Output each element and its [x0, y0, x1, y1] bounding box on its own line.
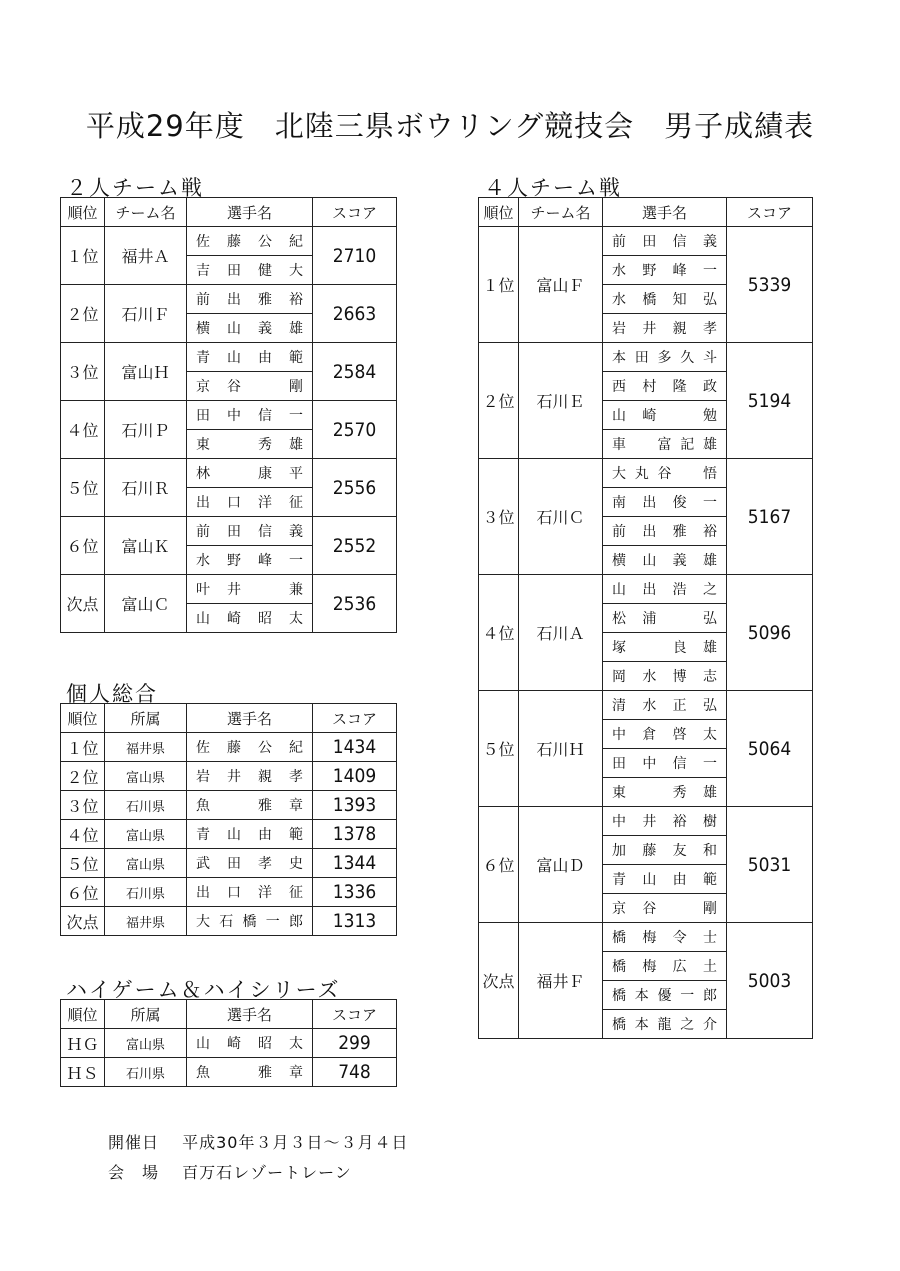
rank-cell: ５位: [479, 691, 519, 807]
team2-table: [60, 197, 397, 633]
team-cell: 富山Ｋ: [105, 517, 187, 575]
highgame-heading: ハイゲーム＆ハイシリーズ: [66, 978, 341, 1002]
table-row: [61, 575, 397, 604]
player-name: 魚 雅章: [187, 791, 313, 820]
rank-cell: １位: [61, 733, 105, 762]
player-name: 東 秀雄: [187, 430, 313, 459]
score-cell: 1336: [313, 878, 397, 907]
player-name: 清水正弘: [603, 691, 727, 720]
score-cell: 1393: [313, 791, 397, 820]
player-name: 中倉啓太: [603, 720, 727, 749]
column-header: 所属: [105, 1000, 187, 1029]
rank-cell: ４位: [61, 401, 105, 459]
score-cell: 2570: [313, 401, 397, 459]
table-row: [479, 459, 813, 488]
table-row: [479, 923, 813, 952]
rank-cell: １位: [479, 227, 519, 343]
score-cell: 1409: [313, 762, 397, 791]
player-name: 青山由範: [187, 820, 313, 849]
table-row: [61, 762, 397, 791]
player-name: 塚 良雄: [603, 633, 727, 662]
rank-cell: ２位: [61, 762, 105, 791]
team-cell: 石川Ｅ: [519, 343, 603, 459]
player-name: 岩井親孝: [187, 762, 313, 791]
score-cell: 1313: [313, 907, 397, 936]
player-name: 山出浩之: [603, 575, 727, 604]
rank-cell: 次点: [61, 575, 105, 633]
player-name: 水橋知弘: [603, 285, 727, 314]
player-name: 本田多久斗: [603, 343, 727, 372]
table-row: [61, 733, 397, 762]
column-header: スコア: [313, 198, 397, 227]
table-row: [61, 849, 397, 878]
table-row: [61, 1029, 397, 1058]
player-name: 武田孝史: [187, 849, 313, 878]
player-name: 水野峰一: [187, 546, 313, 575]
table-row: [479, 575, 813, 604]
individual-header-row: [61, 704, 397, 733]
prefecture-cell: 石川県: [105, 878, 187, 907]
score-cell: 1344: [313, 849, 397, 878]
score-cell: 2556: [313, 459, 397, 517]
individual-table: [60, 703, 397, 936]
rank-cell: 次点: [61, 907, 105, 936]
venue-label: 会 場: [108, 1163, 160, 1182]
score-cell: 2584: [313, 343, 397, 401]
player-name: 田中信一: [187, 401, 313, 430]
table-row: [479, 343, 813, 372]
score-cell: 1434: [313, 733, 397, 762]
player-name: 岩井親孝: [603, 314, 727, 343]
rank-cell: ６位: [61, 517, 105, 575]
rank-cell: ４位: [479, 575, 519, 691]
team-cell: 石川Ｆ: [105, 285, 187, 343]
team2-heading: ２人チーム戦: [66, 176, 204, 200]
event-date: [108, 1130, 408, 1153]
player-name: 中井裕樹: [603, 807, 727, 836]
player-name: 大石橋一郎: [187, 907, 313, 936]
event-venue: [108, 1160, 352, 1183]
table-row: [479, 807, 813, 836]
highgame-header-row: [61, 1000, 397, 1029]
venue-value: 百万石レゾートレーン: [182, 1163, 352, 1182]
score-cell: 2552: [313, 517, 397, 575]
rank-cell: ＨＳ: [61, 1058, 105, 1087]
rank-cell: ５位: [61, 459, 105, 517]
score-cell: 748: [313, 1058, 397, 1087]
prefecture-cell: 富山県: [105, 1029, 187, 1058]
table-row: [61, 907, 397, 936]
column-header: 選手名: [187, 198, 313, 227]
prefecture-cell: 富山県: [105, 849, 187, 878]
prefecture-cell: 石川県: [105, 791, 187, 820]
column-header: 順位: [61, 1000, 105, 1029]
player-name: 前出雅裕: [603, 517, 727, 546]
player-name: 林 康平: [187, 459, 313, 488]
highgame-table: [60, 999, 397, 1087]
team-cell: 福井Ａ: [105, 227, 187, 285]
player-name: 車 富記雄: [603, 430, 727, 459]
rank-cell: ４位: [61, 820, 105, 849]
score-cell: 5031: [727, 807, 813, 923]
team4-header-row: [479, 198, 813, 227]
score-cell: 5064: [727, 691, 813, 807]
column-header: 順位: [479, 198, 519, 227]
player-name: 岡水博志: [603, 662, 727, 691]
player-name: 前田信義: [187, 517, 313, 546]
team-cell: 富山Ｄ: [519, 807, 603, 923]
table-row: [61, 285, 397, 314]
rank-cell: １位: [61, 227, 105, 285]
player-name: 橋本優一郎: [603, 981, 727, 1010]
player-name: 山崎 勉: [603, 401, 727, 430]
page-title: 平成29年度 北陸三県ボウリング競技会 男子成績表: [85, 109, 815, 143]
team-cell: 富山Ｈ: [105, 343, 187, 401]
column-header: スコア: [313, 1000, 397, 1029]
player-name: 水野峰一: [603, 256, 727, 285]
player-name: 橋梅広土: [603, 952, 727, 981]
prefecture-cell: 富山県: [105, 820, 187, 849]
score-cell: 5096: [727, 575, 813, 691]
score-cell: 5194: [727, 343, 813, 459]
column-header: スコア: [313, 704, 397, 733]
team-cell: 石川Ｒ: [105, 459, 187, 517]
rank-cell: ３位: [61, 791, 105, 820]
player-name: 佐藤公紀: [187, 227, 313, 256]
column-header: 順位: [61, 198, 105, 227]
player-name: 出口洋征: [187, 488, 313, 517]
table-row: [61, 1058, 397, 1087]
player-name: 京谷 剛: [603, 894, 727, 923]
rank-cell: ５位: [61, 849, 105, 878]
table-row: [61, 343, 397, 372]
score-cell: 1378: [313, 820, 397, 849]
team-cell: 石川Ｃ: [519, 459, 603, 575]
prefecture-cell: 福井県: [105, 733, 187, 762]
column-header: チーム名: [519, 198, 603, 227]
column-header: チーム名: [105, 198, 187, 227]
player-name: 南出俊一: [603, 488, 727, 517]
player-name: 橋本龍之介: [603, 1010, 727, 1039]
team-cell: 富山Ｆ: [519, 227, 603, 343]
player-name: 松浦 弘: [603, 604, 727, 633]
column-header: 選手名: [187, 1000, 313, 1029]
player-name: 魚 雅章: [187, 1058, 313, 1087]
score-cell: 5167: [727, 459, 813, 575]
table-row: [61, 401, 397, 430]
score-cell: 2536: [313, 575, 397, 633]
team-cell: 福井Ｆ: [519, 923, 603, 1039]
player-name: 叶井 兼: [187, 575, 313, 604]
table-row: [479, 691, 813, 720]
table-row: [61, 791, 397, 820]
date-label: 開催日: [108, 1133, 160, 1152]
score-cell: 299: [313, 1029, 397, 1058]
column-header: 順位: [61, 704, 105, 733]
rank-cell: 次点: [479, 923, 519, 1039]
player-name: 山崎昭太: [187, 1029, 313, 1058]
player-name: 前出雅裕: [187, 285, 313, 314]
player-name: 京谷 剛: [187, 372, 313, 401]
rank-cell: ＨＧ: [61, 1029, 105, 1058]
player-name: 横山義雄: [187, 314, 313, 343]
player-name: 青山由範: [187, 343, 313, 372]
team-cell: 石川Ｈ: [519, 691, 603, 807]
column-header: 選手名: [603, 198, 727, 227]
player-name: 青山由範: [603, 865, 727, 894]
player-name: 出口洋征: [187, 878, 313, 907]
team-cell: 石川Ｐ: [105, 401, 187, 459]
table-row: [61, 517, 397, 546]
team4-heading: ４人チーム戦: [484, 176, 622, 200]
table-row: [61, 878, 397, 907]
team-cell: 富山Ｃ: [105, 575, 187, 633]
player-name: 佐藤公紀: [187, 733, 313, 762]
score-cell: 2710: [313, 227, 397, 285]
rank-cell: ６位: [479, 807, 519, 923]
rank-cell: ６位: [61, 878, 105, 907]
date-value: 平成30年３月３日～３月４日: [182, 1133, 409, 1152]
score-cell: 5339: [727, 227, 813, 343]
player-name: 吉田健大: [187, 256, 313, 285]
column-header: 選手名: [187, 704, 313, 733]
column-header: 所属: [105, 704, 187, 733]
player-name: 加藤友和: [603, 836, 727, 865]
player-name: 山崎昭太: [187, 604, 313, 633]
team-cell: 石川Ａ: [519, 575, 603, 691]
player-name: 西村隆政: [603, 372, 727, 401]
rank-cell: ２位: [61, 285, 105, 343]
prefecture-cell: 富山県: [105, 762, 187, 791]
column-header: スコア: [727, 198, 813, 227]
score-cell: 2663: [313, 285, 397, 343]
team2-header-row: [61, 198, 397, 227]
rank-cell: ２位: [479, 343, 519, 459]
score-cell: 5003: [727, 923, 813, 1039]
rank-cell: ３位: [479, 459, 519, 575]
table-row: [61, 459, 397, 488]
individual-heading: 個人総合: [66, 682, 158, 706]
player-name: 橋梅令士: [603, 923, 727, 952]
team4-table: [478, 197, 813, 1039]
rank-cell: ３位: [61, 343, 105, 401]
table-row: [479, 227, 813, 256]
table-row: [61, 820, 397, 849]
table-row: [61, 227, 397, 256]
player-name: 大丸谷 悟: [603, 459, 727, 488]
player-name: 前田信義: [603, 227, 727, 256]
prefecture-cell: 石川県: [105, 1058, 187, 1087]
prefecture-cell: 福井県: [105, 907, 187, 936]
player-name: 東 秀雄: [603, 778, 727, 807]
player-name: 田中信一: [603, 749, 727, 778]
player-name: 横山義雄: [603, 546, 727, 575]
